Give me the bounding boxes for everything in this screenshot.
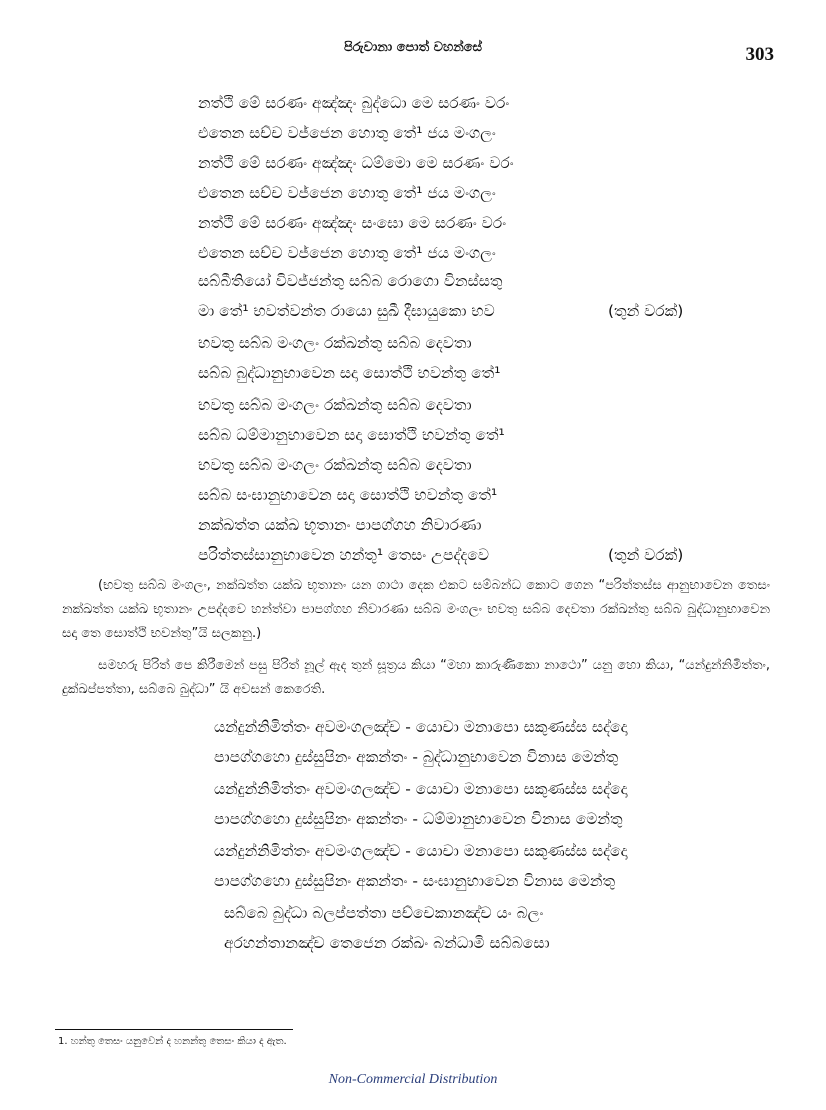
verse-text: එතෙන සච්ච වජ්ජෙන හොතු තේ¹ ජය මංගලං [198,184,496,202]
verse-line: පාපග්ගහො දුස්සුපිනං අකන්තං - ධම්මානුභාවෙන විනාස මෙන්තු [214,810,623,828]
verse-text: සබ්බීතියෝ විවජ්ජන්තු සබ්බ රොගො විනස්සතු [198,272,503,290]
verse-line [198,358,758,388]
verse-text: සබ්බ බුද්ධානුභාවෙන සදා සොත්ථි භවන්තු තේ¹ [198,364,501,382]
verse-line [198,420,758,450]
verse-line: පාපග්ගහො දුස්සුපිනං අකන්තං - සංඝානුභාවෙන විනාස මෙන්තු [214,872,616,890]
verse-line [198,480,758,510]
verse-text: එතෙන සච්ච වජ්ජෙන හොතු තේ¹ ජය මංගලං [198,244,496,262]
verse-stanza-1 [198,88,758,148]
verse-stanza-7 [198,450,758,510]
verse-stanza-9 [214,712,774,772]
verse-stanza-3 [198,208,758,268]
verse-stanza-8 [198,510,758,570]
verse-text: පරිත්තස්සානුභාවෙන හන්තු¹ තෙසං උපද්දවෙ [198,546,489,564]
verse-stanza-6 [198,390,758,450]
running-head-title: පිරුවානා පොත් වහන්සේ [344,40,482,55]
closing-verse [224,898,784,958]
verse-line [198,118,758,148]
footnote-divider [55,1029,293,1030]
verse-line [198,88,758,118]
verse-stanza-4 [198,266,758,326]
verse-text: භවතු සබ්බ මංගලං රක්ඛන්තු සබ්බ දෙවතා [198,334,472,352]
verse-line: යන්දුන්නිමිත්තං අවමංගලඤ්ච - යොචා මනාපො සකුණස්ස සද්දො [214,780,628,798]
verse-text: නත්ථි මේ සරණං අඤ්ඤං සංඝො මෙ සරණං වරං [198,214,507,232]
verse-stanza-10 [214,774,774,834]
footer-distribution-note: Non-Commercial Distribution [328,1072,498,1087]
verse-line [198,540,758,570]
paragraph-text: (භවතු සබ්බ මංගලං, නක්ඛත්ත යක්ඛ භූතානං යන ගාථා දෙක එකට සම්බන්ධ කොට ගෙන “පරිත්තස්ස ආනුභාවෙන තෙසං නක්ඛත්ත යක්ඛ භූතානං උපද්දවෙ හන්ත්වා පාපග්ගහ නිවාරණා සබ්බ මංගලං භවතු සබ්බ දෙවතා රක්ඛන්තු සබ්බ බුද්ධානුභාවෙන සදා තෙ සොත්ථි භවන්තු”යි සලකනු.) [62,578,770,641]
repeat-note: (තුන් වරක්) [608,546,684,564]
verse-text: මා තේ¹ භවත්වන්ත රායො සුඛී දීඝායුකො භව [198,302,495,320]
repeat-note: (තුන් වරක්) [608,302,684,320]
verse-line [198,148,758,178]
verse-line [198,390,758,420]
paragraph-text: සමහරු පිරිත් පෙ කිරීමෙන් පසු පිරිත් නූල් ඇද තුන් සූත්‍රය කියා “මහා කාරුණිකො නාථො” යනු හො කියා, “යන්දුන්නිමිත්තං, දුක්ඛප්පත්තා, සබ්බෙ බුද්ධා” යි අවසන් කෙරෙති. [62,658,770,697]
verse-text: භවතු සබ්බ මංගලං රක්ඛන්තු සබ්බ දෙවතා [198,396,472,414]
verse-stanza-5 [198,328,758,388]
verse-line [198,510,758,540]
verse-text: සබ්බ ධම්මානුභාවෙන සදා සොත්ථි භවන්තු තේ¹ [198,426,505,444]
verse-line: යන්දුන්නිමිත්තං අවමංගලඤ්ච - යොචා මනාපො සකුණස්ස සද්දො [214,718,628,736]
verse-line: පාපග්ගහො දුස්සුපිනං අකන්තං - බුද්ධානුභාවෙන විනාස මෙන්තු [214,748,619,766]
commentary-paragraph-1 [62,574,770,646]
verse-line: සබ්බෙ බුද්ධා බලප්පත්තා පච්චෙකානඤ්ච යං බලං [224,904,544,922]
verse-line [198,450,758,480]
footnote: 1. හන්තු තෙසං යනුවෙන් ද හනන්තු තෙසං කියා ද ඇත. [58,1036,287,1047]
verse-line [198,208,758,238]
verse-line [198,266,758,296]
verse-text: නත්ථි මේ සරණං අඤ්ඤං ධම්මො මෙ සරණං වරං [198,154,514,172]
page-number: 303 [745,44,774,65]
verse-stanza-11 [214,836,774,896]
verse-line [198,328,758,358]
verse-text: එතෙන සච්ච වජ්ජෙන හොතු තේ¹ ජය මංගලං [198,124,496,142]
verse-line [198,296,758,326]
verse-text: භවතු සබ්බ මංගලං රක්ඛන්තු සබ්බ දෙවතා [198,456,472,474]
verse-line [198,238,758,268]
verse-text: සබ්බ සංඝානුභාවෙන සදා සොත්ථි භවන්තු තේ¹ [198,486,498,504]
verse-line: අරහන්තානඤ්ච තෙජෙන රක්ඛං බන්ධාමි සබ්බසො [224,934,550,952]
verse-text: නත්ථි මේ සරණං අඤ්ඤං බුද්ධො මෙ සරණං වරං [198,94,510,112]
commentary-paragraph-2 [62,654,770,702]
verse-stanza-2 [198,148,758,208]
verse-line [198,178,758,208]
verse-line: යන්දුන්නිමිත්තං අවමංගලඤ්ච - යොචා මනාපො සකුණස්ස සද්දො [214,842,628,860]
verse-text: නක්ඛත්ත යක්ඛ භූතානං පාපග්ගහ නිවාරණා [198,516,482,534]
